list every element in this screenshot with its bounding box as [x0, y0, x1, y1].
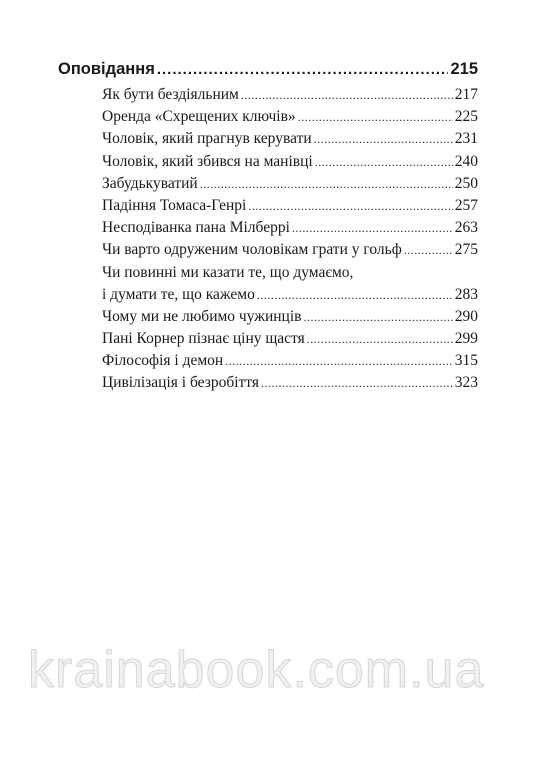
dot-leader — [404, 243, 453, 258]
section-title: Оповідання — [58, 60, 155, 78]
entry-page-number: 240 — [454, 152, 478, 170]
toc-entry — [102, 197, 478, 219]
toc-entry — [102, 308, 478, 330]
dot-leader — [298, 110, 453, 125]
toc-entries — [102, 86, 478, 397]
entry-page-number: 283 — [454, 285, 478, 303]
dot-leader — [248, 199, 452, 214]
toc-entry-first-line — [102, 264, 478, 286]
dot-leader — [257, 288, 453, 303]
dot-leader — [241, 88, 453, 103]
section-page-number: 215 — [450, 60, 478, 78]
entry-title: Філософія і демон — [102, 352, 224, 370]
entry-title-line1: Чи повинні ми казати те, що думаємо, — [102, 263, 354, 281]
entry-title: Несподіванка пана Мілберрі — [102, 219, 290, 237]
entry-page-number: 225 — [454, 108, 478, 126]
entry-page-number: 275 — [454, 241, 478, 259]
entry-title: Чоловік, який прагнув керувати — [102, 130, 312, 148]
dot-leader — [225, 354, 453, 369]
dot-leader — [307, 332, 453, 347]
toc-entry — [102, 219, 478, 241]
toc-entry — [102, 175, 478, 197]
entry-page-number: 290 — [454, 307, 478, 325]
entry-page-number: 323 — [454, 374, 478, 392]
entry-title: Забудькуватий — [102, 174, 198, 192]
entry-page-number: 299 — [454, 330, 478, 348]
dot-leader — [292, 221, 453, 236]
entry-title: Цивілізація і безробіття — [102, 374, 259, 392]
dot-leader — [261, 376, 453, 391]
toc-entry — [102, 86, 478, 108]
dot-leader — [157, 61, 449, 78]
entry-page-number: 217 — [454, 86, 478, 103]
entry-page-number: 257 — [454, 196, 478, 214]
entry-page-number: 263 — [454, 219, 478, 237]
toc-entry — [102, 241, 478, 263]
toc-entry — [102, 374, 478, 396]
toc-entry — [102, 352, 478, 374]
entry-title: Чоловік, який збився на манівці — [102, 152, 313, 170]
toc-entry — [102, 286, 478, 308]
watermark: krainabook.com.ua — [28, 641, 485, 699]
toc-entry — [102, 130, 478, 152]
dot-leader — [200, 177, 453, 192]
dot-leader — [314, 132, 453, 147]
toc-section-heading — [58, 60, 478, 86]
entry-page-number: 315 — [454, 352, 478, 370]
entry-title: Як бути бездіяльним — [102, 86, 239, 103]
entry-title: Пані Корнер пізнає ціну щастя — [102, 330, 305, 348]
entry-page-number: 250 — [454, 174, 478, 192]
dot-leader — [303, 310, 452, 325]
entry-title: Чи варто одруженим чоловікам грати у гольф — [102, 241, 402, 259]
toc-entry — [102, 330, 478, 352]
entry-page-number: 231 — [454, 130, 478, 148]
entry-title: Оренда «Схрещених ключів» — [102, 108, 296, 126]
entry-title: Чому ми не любимо чужинців — [102, 307, 302, 325]
toc-entry — [102, 153, 478, 175]
entry-title: і думати те, що кажемо — [102, 285, 255, 303]
dot-leader — [315, 155, 453, 170]
toc-entry — [102, 108, 478, 130]
table-of-contents — [58, 60, 478, 397]
entry-title: Падіння Томаса-Генрі — [102, 196, 247, 214]
